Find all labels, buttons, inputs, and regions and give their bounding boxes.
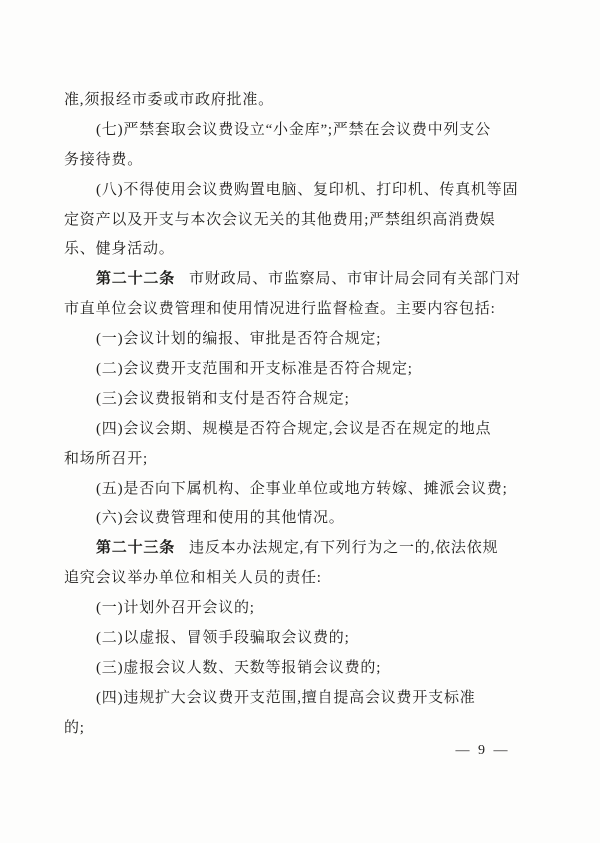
doc-line: (一)会议计划的编报、审批是否符合规定; [96,331,382,348]
doc-line: 乐、健身活动。 [64,241,175,258]
doc-line: 定资产以及开支与本次会议无关的其他费用;严禁组织高消费娱 [64,211,496,228]
doc-line: (六)会议费管理和使用的其他情况。 [96,510,345,527]
doc-line: 市直单位会议费管理和使用情况进行监督检查。主要内容包括: [64,301,496,318]
document-body [64,86,542,744]
doc-line: 务接待费。 [64,151,144,168]
line-text: 违反本办法规定,有下列行为之一的,依法依规 [189,540,499,557]
doc-line: (八)不得使用会议费购置电脑、复印机、打印机、传真机等固 [96,181,519,198]
doc-line-article-23 [64,534,542,564]
doc-line: (二)会议费开支范围和开支标准是否符合规定; [96,361,413,378]
doc-line: 准,须报经市委或市政府批准。 [64,92,274,108]
doc-line: (三)会议费报销和支付是否符合规定; [96,390,350,407]
doc-line: (一)计划外召开会议的; [96,600,255,617]
article-22-heading: 第二十二条 [96,271,176,288]
doc-line: (四)违规扩大会议费开支范围,擅自提高会议费开支标准 [96,689,476,706]
doc-line: (七)严禁套取会议费设立“小金库”;严禁在会议费中列支公 [96,121,491,138]
doc-line: 的; [64,719,85,736]
doc-line: (二)以虚报、冒领手段骗取会议费的; [96,630,350,647]
doc-line: (五)是否向下属机构、企事业单位或地方转嫁、摊派会议费; [96,480,508,497]
line-text: 市财政局、市监察局、市审计局会同有关部门对 [189,271,521,288]
doc-line: (三)虚报会议人数、天数等报销会议费的; [96,659,382,676]
doc-line-article-22 [64,265,542,295]
doc-line: 和场所召开; [64,450,148,467]
doc-line: 追究会议举办单位和相关人员的责任: [64,570,322,587]
doc-line: (四)会议会期、规模是否符合规定,会议是否在规定的地点 [96,420,492,437]
page-number: — 9 — [455,743,510,758]
article-23-heading: 第二十三条 [96,540,176,557]
